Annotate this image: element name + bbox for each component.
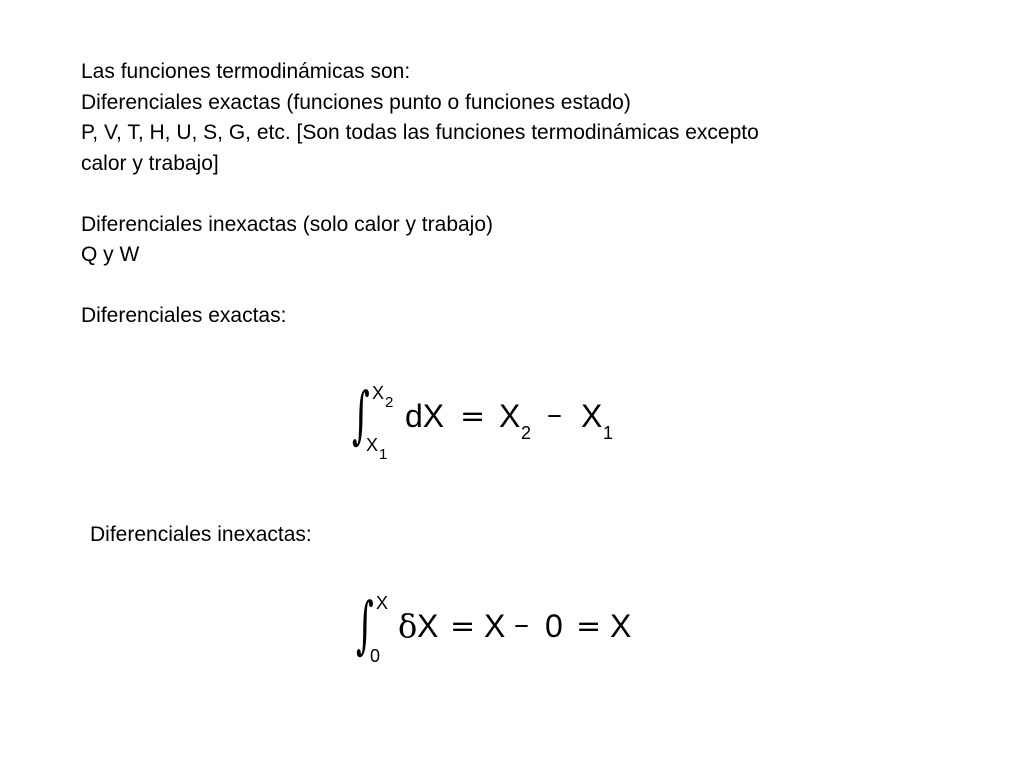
integrand: X bbox=[417, 608, 439, 644]
lower-limit: X bbox=[366, 435, 379, 455]
delta-symbol: δ bbox=[398, 607, 418, 645]
term: X bbox=[484, 608, 506, 644]
integrand: dX bbox=[405, 398, 445, 434]
intro-text-block bbox=[81, 57, 941, 332]
text-line-6: Q y W bbox=[81, 243, 140, 266]
text-line-1: Las funciones termodinámicas son: bbox=[81, 60, 411, 83]
upper-limit: X bbox=[376, 593, 389, 613]
term-subscript: 2 bbox=[521, 423, 532, 443]
minus-sign: – bbox=[547, 397, 562, 432]
equals-sign: = bbox=[450, 609, 476, 644]
heading-exact-differentials: Diferenciales exactas: bbox=[81, 304, 287, 327]
equals-sign: = bbox=[460, 399, 486, 434]
spacer bbox=[81, 271, 941, 302]
spacer bbox=[81, 179, 941, 210]
text-line-4: calor y trabajo] bbox=[81, 151, 219, 175]
upper-limit: X bbox=[372, 383, 385, 403]
lower-limit-subscript: 1 bbox=[379, 446, 388, 463]
term-subscript: 1 bbox=[603, 423, 614, 443]
integral-sign: ∫ bbox=[356, 588, 374, 661]
text-line-2: Diferenciales exactas (funciones punto o funciones estado) bbox=[81, 90, 631, 114]
minus-sign: – bbox=[514, 607, 529, 642]
integral-sign: ∫ bbox=[352, 378, 370, 451]
upper-limit-subscript: 2 bbox=[385, 394, 394, 411]
equals-sign: = bbox=[576, 609, 602, 644]
result: X bbox=[610, 608, 632, 644]
equation-inexact-differential bbox=[356, 590, 646, 670]
text-line-5: Diferenciales inexactas (solo calor y trabajo) bbox=[81, 212, 494, 236]
heading-inexact-differentials: Diferenciales inexactas: bbox=[90, 523, 312, 546]
equation-exact-differential bbox=[352, 378, 632, 463]
text-line-3: P, V, T, H, U, S, G, etc. [Son todas las funciones termodinámicas excepto bbox=[81, 121, 759, 144]
term-main: X bbox=[581, 398, 603, 434]
term: 0 bbox=[545, 608, 563, 644]
term-main: X bbox=[499, 398, 521, 434]
lower-limit: 0 bbox=[370, 646, 381, 666]
